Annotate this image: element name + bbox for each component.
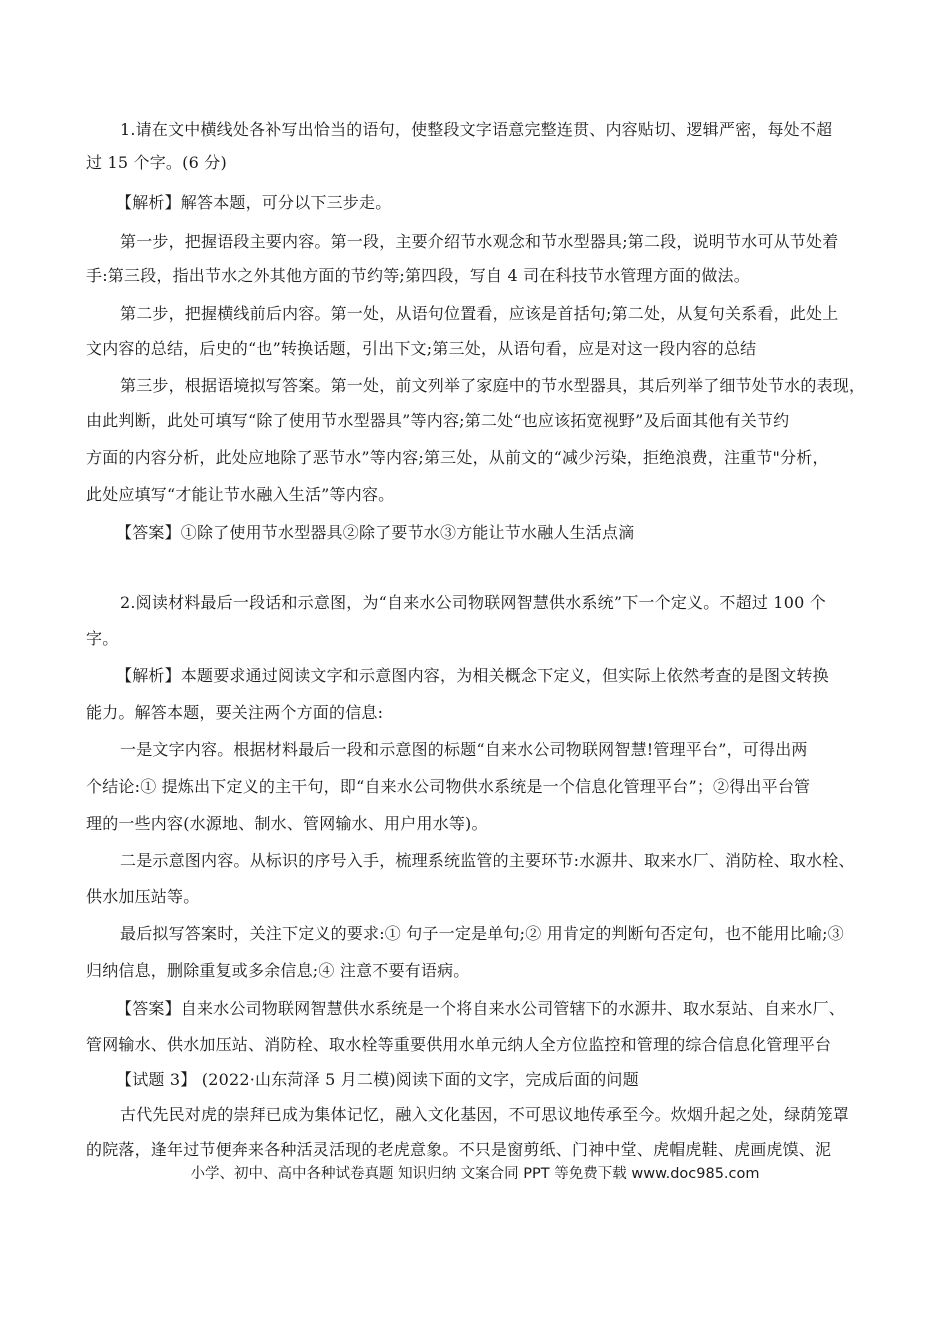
q2-prompt-line-2: 字。 [86, 629, 119, 648]
q1-step1-line-1: 第一步，把握语段主要内容。第一段，主要介绍节水观念和节水型器具;第二段，说明节水可从节处着 [120, 232, 839, 251]
q1-step2-line-2: 文内容的总结，后史的“也”转换话题，引出下文;第三处，从语句看，应是对这一段内容的总结 [86, 339, 757, 358]
q2-analysis-line-2: 能力。解答本题，要关注两个方面的信息: [86, 703, 384, 722]
q1-step3-line-3: 方面的内容分析，此处应地除了恶节水”等内容;第三处，从前文的“减少污染，拒绝浪费，注重节"分析， [86, 448, 829, 467]
q2-analysis-line-1: 【解析】本题要求通过阅读文字和示意图内容，为相关概念下定义，但实际上依然考查的是图文转换 [116, 666, 829, 685]
q2-diagram-content-line-2: 供水加压站等。 [86, 887, 200, 906]
q1-answer: 【答案】①除了使用节水型器具②除了要节水③方能让节水融人生活点滴 [116, 523, 635, 542]
q1-step2-line-1: 第二步，把握横线前后内容。第一处，从语句位置看，应该是首括句;第二处，从复句关系看，此处上 [120, 304, 839, 323]
q2-diagram-content-line-1: 二是示意图内容。从标识的序号入手，梳理系统监管的主要环节:水源井、取来水厂、消防栓、取水栓、 [120, 851, 855, 870]
q2-prompt-line-1: 2.阅读材料最后一段话和示意图，为“自来水公司物联网智慧供水系统”下一个定义。不超过 100 个 [120, 593, 826, 612]
q1-analysis-heading: 【解析】解答本题，可分以下三步走。 [116, 193, 392, 212]
q3-passage-line-2: 的院落，逢年过节便奔来各种活灵活现的老虎意象。不只是窗剪纸、门神中堂、虎帽虎鞋、虎画虎馍、泥 [86, 1140, 832, 1159]
q2-requirements-line-1: 最后拟写答案时，关注下定义的要求:① 句子一定是单句;② 用肯定的判断句否定句，也不能用比喻;③ [120, 924, 844, 943]
q2-text-content-line-2: 个结论:① 提炼出下定义的主干句，即“自来水公司物供水系统是一个信息化管理平台”；②得出平台管 [86, 777, 811, 796]
q1-prompt-line-2: 过 15 个字。(6 分) [86, 153, 227, 172]
q2-answer-line-1: 【答案】自来水公司物联网智慧供水系统是一个将自来水公司管辖下的水源井、取水泵站、自来水厂、 [116, 999, 846, 1018]
q3-passage-line-1: 古代先民对虎的崇拜已成为集体记忆，融入文化基因，不可思议地传承至今。炊烟升起之处，绿荫笼罩 [120, 1105, 850, 1124]
q1-step3-line-1: 第三步，根据语境拟写答案。第一处，前文列举了家庭中的节水型器具，其后列举了细节处节水的表现， [120, 376, 866, 395]
q1-step1-line-2: 手:第三段，指出节水之外其他方面的节约等;第四段，写自 4 司在科技节水管理方面的做法。 [86, 266, 750, 285]
q2-text-content-line-1: 一是文字内容。根据材料最后一段和示意图的标题“自来水公司物联网智慧!管理平台”，可得出两 [120, 740, 808, 759]
q1-prompt-line-1: 1.请在文中横线处各补写出恰当的语句，使整段文字语意完整连贯、内容贴切、逻辑严密，每处不超 [120, 120, 833, 139]
q3-heading: 【试题 3】 (2022·山东菏泽 5 月二模)阅读下面的文字，完成后面的问题 [116, 1070, 639, 1089]
q2-requirements-line-2: 归纳信息，删除重复或多余信息;④ 注意不要有语病。 [86, 961, 470, 980]
page-footer: 小学、初中、高中各种试卷真题 知识归纳 文案合同 PPT 等免费下载 www.doc985.com [190, 1166, 760, 1182]
q1-step3-line-4: 此处应填写“才能让节水融入生活”等内容。 [86, 485, 395, 504]
q2-answer-line-2: 管网输水、供水加压站、消防栓、取水栓等重要供用水单元纳人全方位监控和管理的综合信息化管理平台 [86, 1035, 832, 1054]
q1-step3-line-2: 由此判断，此处可填写“除了使用节水型器具”等内容;第二处“也应该拓宽视野”及后面其他有关节约 [86, 411, 790, 430]
q2-text-content-line-3: 理的一些内容(水源地、制水、管网输水、用户用水等)。 [86, 814, 488, 833]
